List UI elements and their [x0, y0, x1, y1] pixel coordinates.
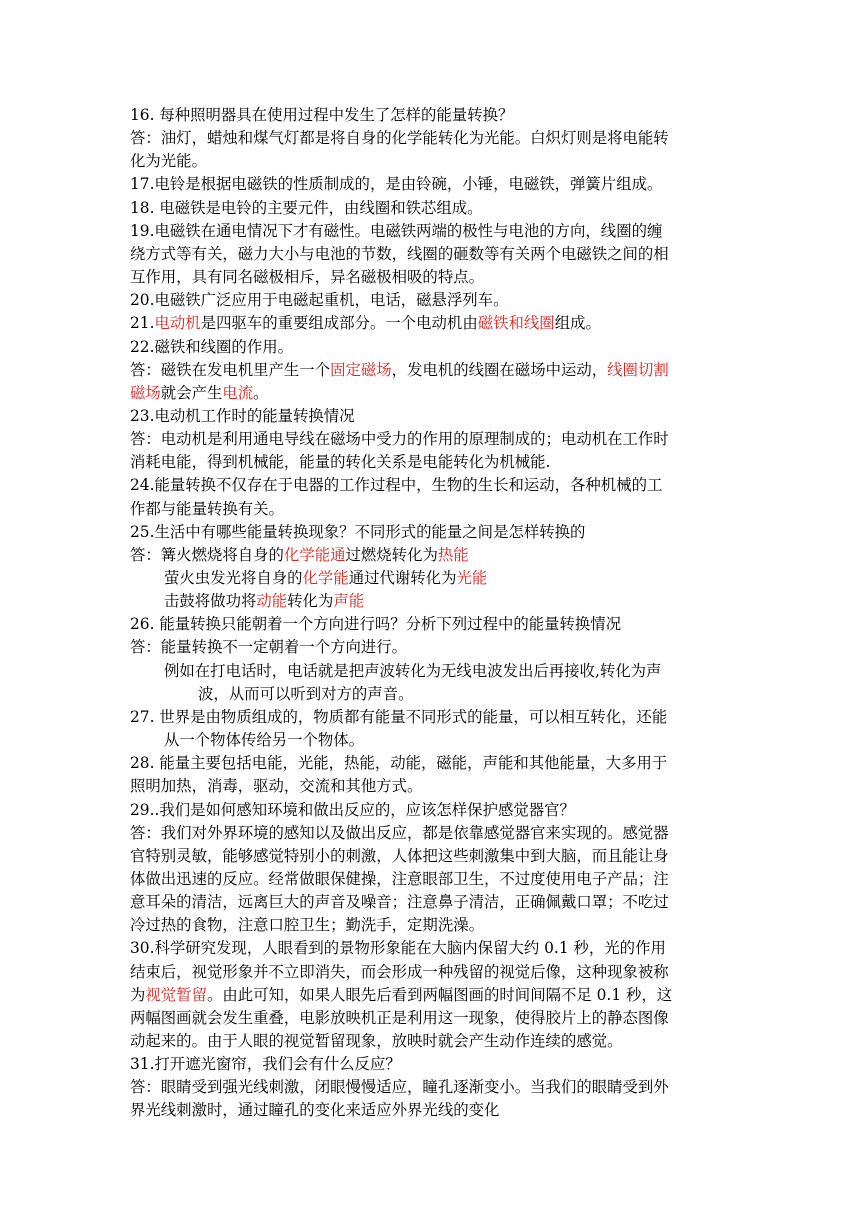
- highlight-text: 动能: [256, 592, 288, 611]
- text-line: [130, 428, 669, 451]
- text-line: [130, 266, 484, 289]
- text-segment: 意耳朵的清洁，远离巨大的声音及噪音；注意鼻子清洁，正确佩戴口罩；不吃过: [130, 893, 669, 912]
- text-line: [164, 567, 487, 590]
- text-segment: 28. 能量主要包括电能，光能，热能，动能，磁能，声能和其他能量，大多用于: [130, 754, 668, 773]
- text-segment: 27. 世界是由物质组成的，物质都有能量不同形式的能量，可以相互转化，还能: [130, 707, 668, 726]
- text-segment: 答：油灯，蜡烛和煤气灯都是将自身的化学能转化为光能。白炽灯则是将电能转: [130, 129, 669, 148]
- text-line: [130, 521, 585, 544]
- text-line: [130, 706, 667, 729]
- text-segment: 萤火虫发光将自身的: [164, 569, 303, 587]
- text-segment: 18. 电磁铁是电铃的主要元件，由线圈和铁芯组成。: [130, 198, 483, 217]
- text-line: [130, 961, 669, 984]
- text-line: [130, 937, 666, 960]
- text-segment: 从一个物体传给另一个物体。: [164, 731, 365, 750]
- text-segment: 两幅图画就会发生重叠，电影放映机正是利用这一现象，使得胶片上的静态图像: [130, 1008, 669, 1027]
- text-line: [130, 1007, 669, 1030]
- text-line: [130, 127, 669, 150]
- text-line: [130, 289, 508, 312]
- text-segment: 照明加热，消毒，驱动，交流和其他方式。: [130, 777, 423, 796]
- text-line: [130, 498, 284, 521]
- text-line: [130, 752, 667, 775]
- text-line: [164, 660, 661, 683]
- text-segment: 转化为: [287, 592, 334, 611]
- text-segment: 冷过热的食物，注意口腔卫生；勤洗手，定期洗澡。: [130, 916, 484, 935]
- text-line: [130, 312, 601, 335]
- text-segment: 21.: [130, 314, 155, 333]
- text-line: [130, 474, 662, 497]
- text-segment: 25.生活中有哪些能量转换现象？不同形式的能量之间是怎样转换的: [130, 522, 586, 541]
- text-line: [130, 636, 407, 659]
- text-segment: 消耗电能，得到机械能，能量的转化关系是电能转化为机械能.: [130, 453, 551, 472]
- text-line: [130, 1030, 623, 1053]
- text-segment: 通过代谢转化为: [348, 569, 457, 587]
- text-line: [130, 1053, 401, 1076]
- highlight-text: 化学能通: [283, 545, 346, 564]
- highlight-text: 视觉暂留: [145, 985, 207, 1004]
- text-segment: 界光线刺激时，通过瞳孔的变化来适应外界光线的变化: [130, 1101, 500, 1120]
- text-line: [130, 336, 293, 359]
- text-segment: 结束后，视觉形象并不立即消失，而会形成一种残留的视觉后像，这种现象被称: [130, 962, 669, 981]
- text-segment: 答：电动机是利用通电导线在磁场中受力的作用的原理制成的；电动机在工作时: [130, 430, 669, 449]
- text-segment: 动起来的。由于人眼的视觉暂留现象，放映时就会产生动作连续的感觉。: [130, 1032, 623, 1050]
- text-segment: 26. 能量转换只能朝着一个方向进行吗？分析下列过程中的能量转换情况: [130, 615, 622, 634]
- highlight-text: 固定磁场: [330, 360, 392, 379]
- text-line: [130, 104, 513, 127]
- text-segment: 是四驱车的重要组成部分。一个电动机由: [200, 314, 478, 333]
- highlight-text: 化学能: [302, 569, 349, 587]
- text-segment: 24.能量转换不仅存在于电器的工作过程中，生物的生长和运动，各种机械的工: [130, 476, 663, 495]
- text-segment: 16. 每种照明器具在使用过程中发生了怎样的能量转换？: [130, 106, 514, 124]
- text-line: [130, 405, 355, 428]
- text-segment: 组成。: [554, 314, 601, 333]
- text-segment: 答：能量转换不一定朝着一个方向进行。: [130, 638, 408, 657]
- text-segment: 体做出迅速的反应。经常做眼保健操，注意眼部卫生，不过度使用电子产品；注: [130, 869, 669, 888]
- text-line: [130, 613, 621, 636]
- text-segment: 答：篝火燃烧将自身的: [130, 545, 284, 564]
- text-segment: 答：眼睛受到强光线刺激，闭眼慢慢适应，瞳孔逐渐变小。当我们的眼睛受到外: [130, 1078, 669, 1097]
- text-line: [130, 544, 469, 567]
- text-segment: 击鼓将做功将: [164, 592, 257, 611]
- text-segment: 20.电磁铁广泛应用于电磁起重机，电话，磁悬浮列车。: [130, 291, 509, 310]
- text-segment: 30.科学研究发现，人眼看到的景物形象能在大脑内保留大约 0.1 秒，光的作用: [130, 939, 666, 958]
- text-segment: 绕方式等有关，磁力大小与电池的节数，线圈的砸数等有关两个电磁铁之间的相: [130, 244, 669, 263]
- text-line: [130, 845, 669, 868]
- text-line: [130, 799, 575, 822]
- text-line: [130, 868, 669, 891]
- text-segment: 23.电动机工作时的能量转换情况: [130, 406, 355, 425]
- text-segment: 作都与能量转换有关。: [130, 499, 284, 518]
- text-line: [130, 150, 207, 173]
- text-line: [130, 914, 484, 937]
- highlight-text: 声能: [333, 592, 365, 611]
- text-segment: 官特别灵敏，能够感觉特别小的刺激，人体把这些刺激集中到大脑，而且能让身: [130, 846, 669, 865]
- highlight-text: 热能: [437, 545, 469, 564]
- text-line: [130, 243, 669, 266]
- highlight-text: 线圈切割: [607, 360, 669, 379]
- text-line: [130, 1076, 669, 1099]
- text-line: [130, 891, 669, 914]
- text-line: [130, 382, 269, 405]
- text-segment: 为: [130, 985, 146, 1004]
- text-segment: 例如在打电话时，电话就是把声波转化为无线电波发出后再接收,转化为声: [164, 661, 662, 680]
- text-line: [130, 775, 422, 798]
- text-segment: 17.电铃是根据电磁铁的性质制成的，是由铃碗，小锤，电磁铁，弹簧片组成。: [130, 175, 663, 194]
- text-segment: ，发电机的线圈在磁场中运动，: [391, 360, 608, 379]
- text-segment: 。: [253, 383, 269, 402]
- text-line: [130, 220, 662, 243]
- text-line: [198, 683, 413, 706]
- highlight-text: 磁铁和线圈: [477, 314, 555, 333]
- text-segment: 答：磁铁在发电机里产生一个: [130, 360, 331, 379]
- text-segment: 互作用，具有同名磁极相斥，异名磁极相吸的特点。: [130, 268, 484, 287]
- text-segment: 。由此可知，如果人眼先后看到两幅图画的时间间隔不足 0.1 秒，这: [206, 985, 673, 1004]
- text-segment: 答：我们对外界环境的感知以及做出反应，都是依靠感觉器官来实现的。感觉器: [130, 823, 669, 842]
- text-segment: 22.磁铁和线圈的作用。: [130, 337, 293, 356]
- highlight-text: 磁场: [130, 383, 161, 402]
- text-line: [130, 359, 669, 382]
- text-segment: 化为光能。: [130, 152, 207, 171]
- highlight-text: 电动机: [154, 314, 201, 333]
- text-segment: 过燃烧转化为: [345, 545, 438, 564]
- text-line: [164, 729, 364, 752]
- highlight-text: 光能: [456, 569, 488, 587]
- text-segment: 19.电磁铁在通电情况下才有磁性。电磁铁两端的极性与电池的方向，线圈的缠: [130, 221, 663, 240]
- text-line: [130, 451, 550, 474]
- text-line: [130, 173, 662, 196]
- text-line: [130, 984, 672, 1007]
- text-segment: 29..我们是如何感知环境和做出反应的，应该怎样保护感觉器官？: [130, 800, 575, 819]
- highlight-text: 电流: [222, 383, 254, 402]
- text-line: [130, 197, 483, 220]
- text-line: [130, 1099, 499, 1122]
- text-segment: 就会产生: [160, 383, 223, 402]
- text-segment: 波，从而可以听到对方的声音。: [198, 684, 414, 703]
- text-line: [164, 590, 364, 613]
- text-line: [130, 822, 669, 845]
- text-segment: 31.打开遮光窗帘，我们会有什么反应？: [130, 1055, 401, 1074]
